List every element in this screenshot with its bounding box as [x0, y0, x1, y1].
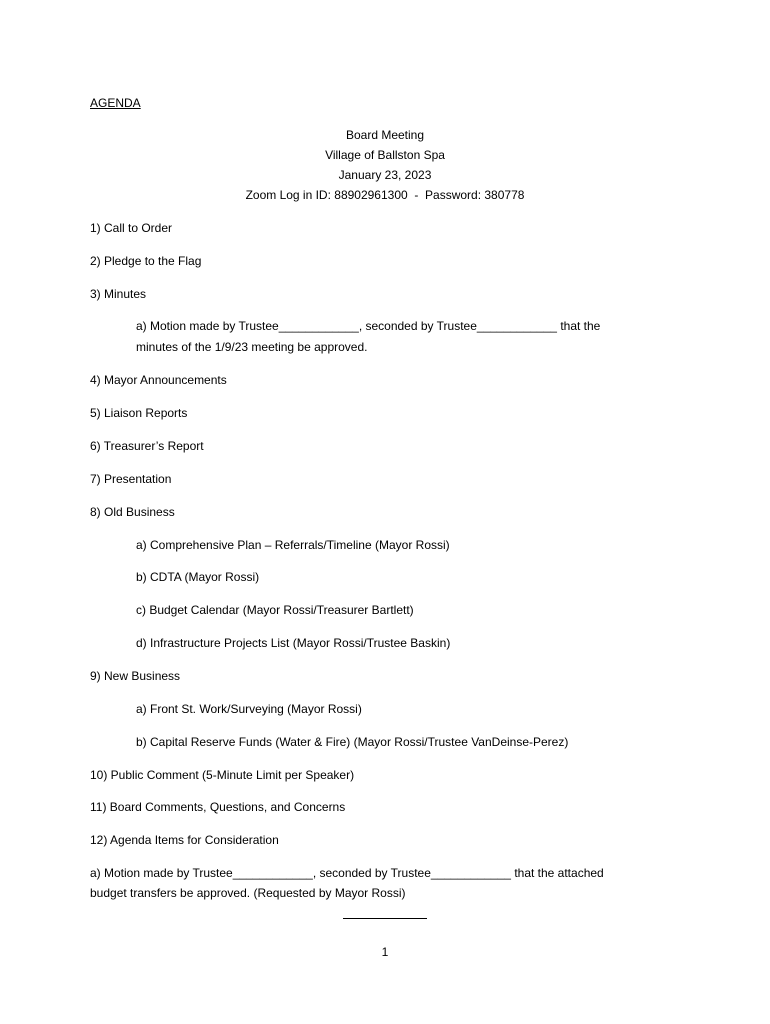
new-business-item-b: b) Capital Reserve Funds (Water & Fire) (Mayor Rossi/Trustee VanDeinse-Perez): [136, 735, 569, 749]
agenda-item-call-to-order: 1) Call to Order: [90, 221, 173, 235]
agenda-item-treasurers-report: 6) Treasurer’s Report: [90, 439, 204, 453]
old-business-item-a: a) Comprehensive Plan – Referrals/Timeline (Mayor Rossi): [136, 538, 450, 552]
consideration-motion-line2: budget transfers be approved. (Requested by Mayor Rossi): [90, 886, 406, 900]
old-business-item-c: c) Budget Calendar (Mayor Rossi/Treasurer Bartlett): [136, 603, 414, 617]
agenda-item-pledge: 2) Pledge to the Flag: [90, 254, 202, 268]
agenda-item-mayor-announcements: 4) Mayor Announcements: [90, 373, 227, 387]
agenda-item-board-comments: 11) Board Comments, Questions, and Concerns: [90, 800, 346, 814]
agenda-heading: AGENDA: [90, 96, 141, 110]
agenda-item-liaison-reports: 5) Liaison Reports: [90, 406, 188, 420]
consideration-motion-line1: a) Motion made by Trustee____________, seconded by Trustee____________ that the attached: [90, 866, 604, 880]
agenda-item-consideration: 12) Agenda Items for Consideration: [90, 833, 279, 847]
meeting-title: Board Meeting: [345, 128, 425, 142]
page-number: 1: [381, 945, 389, 959]
agenda-item-presentation: 7) Presentation: [90, 472, 172, 486]
village-name: Village of Ballston Spa: [325, 148, 445, 162]
old-business-item-d: d) Infrastructure Projects List (Mayor Rossi/Trustee Baskin): [136, 636, 451, 650]
agenda-item-public-comment: 10) Public Comment (5-Minute Limit per Speaker): [90, 768, 355, 782]
agenda-item-new-business: 9) New Business: [90, 669, 181, 683]
zoom-login-info: Zoom Log in ID: 88902961300 - Password: 380778: [245, 188, 525, 202]
separator-rule: [343, 918, 427, 919]
new-business-item-a: a) Front St. Work/Surveying (Mayor Rossi): [136, 702, 362, 716]
old-business-item-b: b) CDTA (Mayor Rossi): [136, 570, 260, 584]
minutes-motion-line2: minutes of the 1/9/23 meeting be approved.: [136, 340, 368, 354]
agenda-item-old-business: 8) Old Business: [90, 505, 175, 519]
meeting-date: January 23, 2023: [338, 168, 432, 182]
minutes-motion-line1: a) Motion made by Trustee____________, seconded by Trustee____________ that the: [136, 319, 601, 333]
agenda-item-minutes: 3) Minutes: [90, 287, 147, 301]
